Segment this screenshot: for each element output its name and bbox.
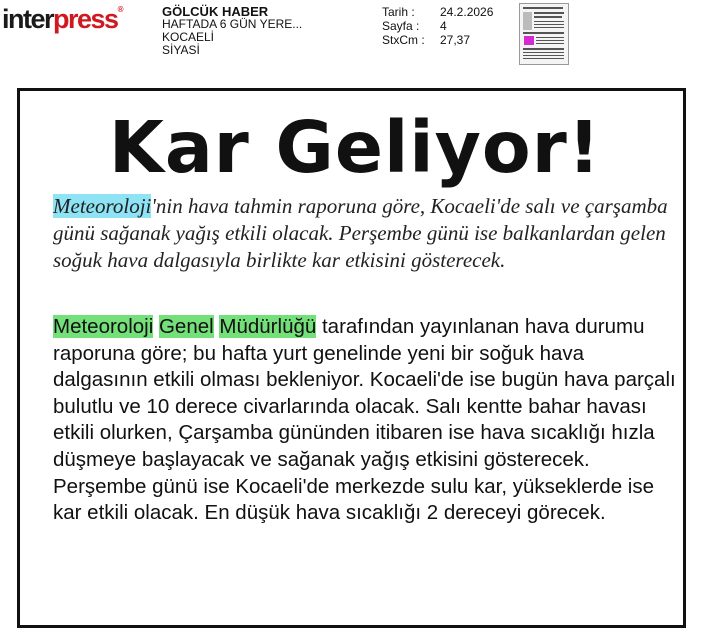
publication-info bbox=[162, 5, 302, 57]
size-value: 27,37 bbox=[440, 33, 471, 47]
page-value: 4 bbox=[440, 19, 447, 33]
publication-region: KOCAELİ bbox=[162, 30, 215, 44]
size-label: StxCm : bbox=[382, 33, 425, 47]
clipping-details bbox=[382, 5, 493, 47]
registered-mark: ® bbox=[117, 5, 124, 14]
article-headline: Kar Geliyor! bbox=[108, 106, 602, 189]
body-keyword-highlight-2: Genel bbox=[158, 315, 214, 338]
logo-text-inter: inter bbox=[2, 4, 54, 34]
publication-name: GÖLCÜK HABER bbox=[162, 4, 269, 19]
body-text: tarafından yayınlanan hava durumu raporuna göre; bu hafta yurt genelinde yeni bir soğuk hava dalgasının etkili olması bekleniyor. Kocaeli'de ise bugün hava parçalı bulutlu ve 10 derece civarlarında olacak. Salı kentte bahar havası etkili olurken, Çarşamba gününden itibaren ise hava sıcaklığı hızla düşmeye başlayacak ve sağanak yağış etkisini gösterecek. Perşembe günü ise Kocaeli'de merkezde sulu kar, yükseklerde ise kar etkili olacak. En düşük hava sıcaklığı 2 dereceyi görecek. bbox=[53, 315, 676, 525]
date-label: Tarih : bbox=[382, 5, 415, 19]
page-thumbnail[interactable] bbox=[519, 3, 569, 65]
article-body bbox=[53, 314, 683, 527]
logo-text-press: press bbox=[53, 4, 118, 34]
body-keyword-highlight-3: Müdürlüğü bbox=[219, 315, 317, 338]
lead-text: 'nin hava tahmin raporuna göre, Kocaeli'de salı ve çarşamba günü sağanak yağış etkili olacak. Perşembe günü ise balkanlardan gelen soğuk hava dalgasıyla birlikte kar etkisini gösterecek. bbox=[53, 194, 668, 272]
article-lead bbox=[53, 193, 673, 274]
lead-keyword-highlight: Meteoroloji bbox=[53, 194, 152, 218]
body-keyword-highlight-1: Meteoroloji bbox=[53, 315, 154, 338]
date-value: 24.2.2026 bbox=[440, 5, 494, 19]
publication-frequency: HAFTADA 6 GÜN YERE... bbox=[162, 17, 303, 31]
interpress-logo bbox=[2, 6, 123, 33]
page-label: Sayfa : bbox=[382, 19, 420, 33]
publication-section: SİYASİ bbox=[162, 43, 200, 57]
